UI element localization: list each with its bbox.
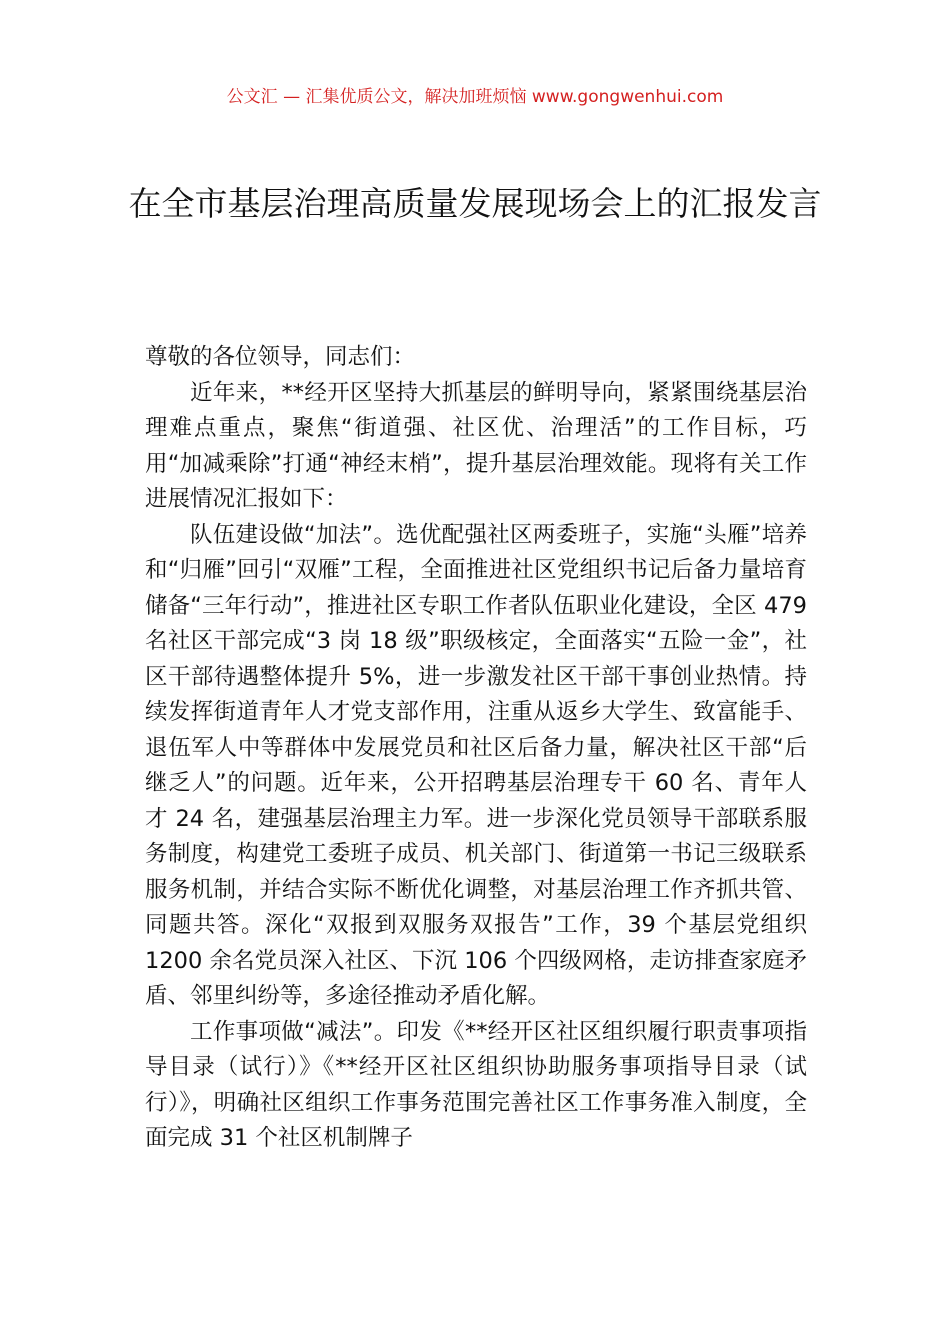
header-banner: 公文汇 — 汇集优质公文，解决加班烦恼 www.gongwenhui.com <box>226 87 724 107</box>
document-title: 在全市基层治理高质量发展现场会上的汇报发言 <box>128 184 822 223</box>
salutation: 尊敬的各位领导，同志们： <box>145 344 416 370</box>
paragraph-intro: 近年来，**经开区坚持大抓基层的鲜明导向，紧紧围绕基层治理难点重点，聚焦“街道强、社区优、治理活”的工作目标，巧用“加减乘除”打通“神经末梢”，提升基层治理效能。现将有关工作进展情况汇报如下： <box>145 379 807 512</box>
paragraph-team-building: 队伍建设做“加法”。选优配强社区两委班子，实施“头雁”培养和“归雁”回引“双雁”工程，全面推进社区党组织书记后备力量培育储备“三年行动”，推进社区专职工作者队伍职业化建设，全区 479 名社区干部完成“3 岗 18 级”职级核定，全面落实“五险一金”，社区干部待遇整体提升 5%，进一步激发社区干部干事创业热情。持续发挥街道青年人才党支部作用，注重从返乡大学生、致富能手、退伍军人中等群体中发展党员和社区后备力量，解决社区干部“后继乏人”的问题。近年来，公开招聘基层治理专干 60 名、青年人才 24 名，建强基层治理主力军。进一步深化党员领导干部联系服务制度，构建党工委班子成员、机关部门、街道第一书记三级联系服务机制，并结合实际不断优化调整，对基层治理工作齐抓共管、同题共答。深化“双报到双服务双报告”工作，39 个基层党组织 1200 余名党员深入社区、下沉 106 个四级网格，走访排查家庭矛盾、邻里纠纷等，多途径推动矛盾化解。 <box>145 521 807 1009</box>
document-body <box>145 340 807 1157</box>
paragraph-work-items: 工作事项做“减法”。印发《**经开区社区组织履行职责事项指导目录（试行）》《**经开区社区组织协助服务事项指导目录（试行）》，明确社区组织工作事务范围完善社区工作事务准入制度，全面完成 31 个社区机制牌子 <box>145 1018 807 1151</box>
